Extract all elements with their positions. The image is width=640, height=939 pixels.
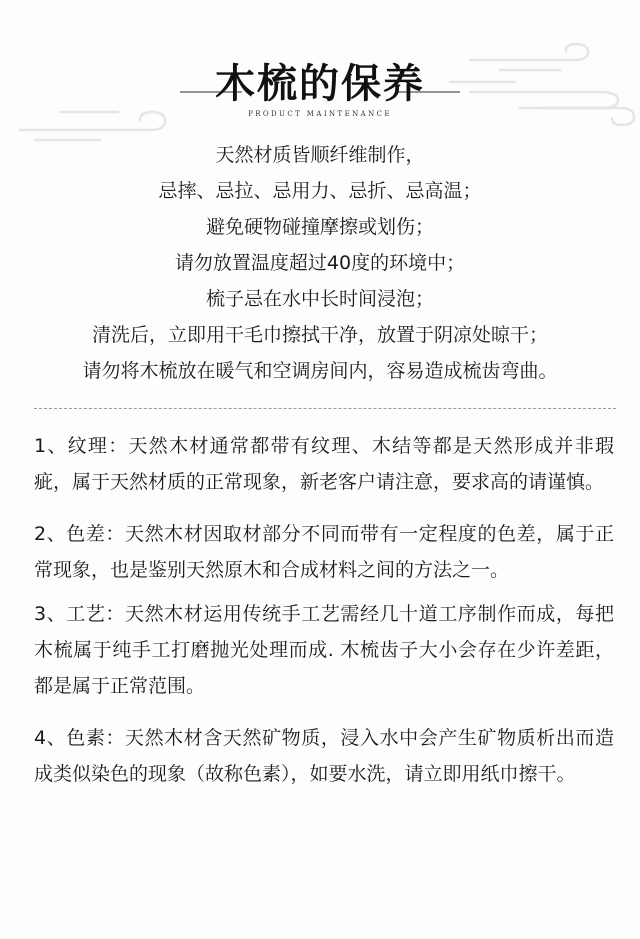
care-rules-list xyxy=(0,137,640,389)
note-texture: 1、纹理：天然木材通常都带有纹理、木结等都是天然形成并非瑕疵，属于天然材质的正常现象，新老客户请注意，要求高的请谨慎。 xyxy=(34,435,614,493)
notes-section xyxy=(34,428,614,792)
care-rule: 请勿放置温度超过40度的环境中； xyxy=(174,252,466,274)
note-craftsmanship: 3、工艺：天然木材运用传统手工艺需经几十道工序制作而成，每把木梳属于纯手工打磨抛光处理而成. 木梳齿子大小会存在少许差距，都是属于正常范围。 xyxy=(34,603,614,697)
care-rule: 忌摔、忌拉、忌用力、忌折、忌高温； xyxy=(158,180,482,202)
care-rule: 天然材质皆顺纤维制作， xyxy=(215,144,425,166)
care-rule: 清洗后，立即用干毛巾擦拭干净，放置于阴凉处晾干； xyxy=(91,324,548,346)
page-subtitle: PRODUCT MAINTENANCE xyxy=(248,110,392,118)
care-rule: 避免硬物碰撞摩擦或划伤； xyxy=(205,216,434,238)
care-rule: 请勿将木梳放在暖气和空调房间内，容易造成梳齿弯曲。 xyxy=(82,360,558,382)
dashed-divider xyxy=(34,408,616,409)
note-pigment: 4、色素：天然木材含天然矿物质，浸入水中会产生矿物质析出而造成类似染色的现象（故称色素），如要水洗，请立即用纸巾擦干。 xyxy=(34,727,614,785)
note-color-difference: 2、色差：天然木材因取材部分不同而带有一定程度的色差，属于正常现象，也是鉴别天然原木和合成材料之间的方法之一。 xyxy=(34,523,614,581)
care-rule: 梳子忌在水中长时间浸泡； xyxy=(205,288,434,310)
page-title: 木梳的保养 xyxy=(215,61,425,107)
